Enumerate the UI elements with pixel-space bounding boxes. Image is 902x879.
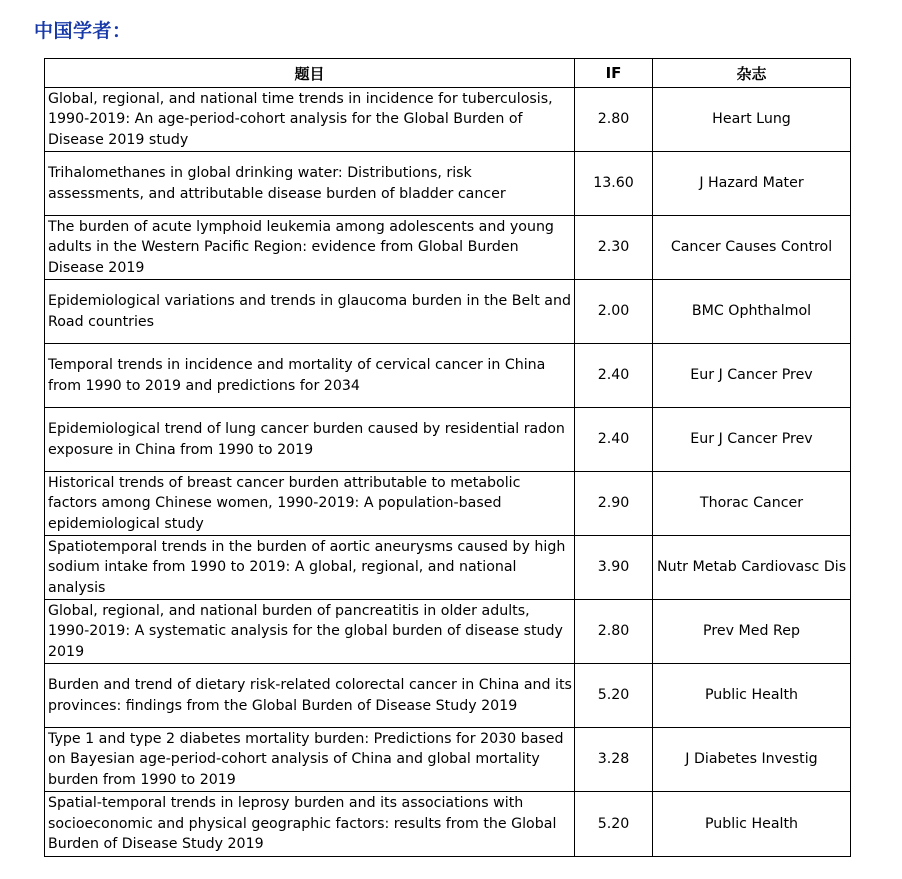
header-row <box>45 59 851 88</box>
cell-title: Spatiotemporal trends in the burden of aortic aneurysms caused by high sodium intake from 1990 to 2019: A global, regional, and national analysis <box>45 536 575 600</box>
cell-title: Global, regional, and national time trends in incidence for tuberculosis, 1990-2019: An age-period-cohort analysis for the Global Burden of Disease 2019 study <box>45 88 575 152</box>
table-row <box>45 472 851 536</box>
cell-impact-factor: 13.60 <box>575 152 653 216</box>
table-row <box>45 792 851 857</box>
cell-journal: Eur J Cancer Prev <box>653 344 851 408</box>
cell-journal: Public Health <box>653 664 851 728</box>
cell-impact-factor: 5.20 <box>575 664 653 728</box>
header-journal: 杂志 <box>653 59 851 88</box>
cell-title: Global, regional, and national burden of pancreatitis in older adults, 1990-2019: A systematic analysis for the global burden of disease study 2019 <box>45 600 575 664</box>
cell-title: Burden and trend of dietary risk-related colorectal cancer in China and its provinces: findings from the Global Burden of Disease Study 2019 <box>45 664 575 728</box>
cell-journal: Thorac Cancer <box>653 472 851 536</box>
cell-title: Trihalomethanes in global drinking water: Distributions, risk assessments, and attributable disease burden of bladder cancer <box>45 152 575 216</box>
cell-title: Temporal trends in incidence and mortality of cervical cancer in China from 1990 to 2019 and predictions for 2034 <box>45 344 575 408</box>
publication-table <box>44 58 851 857</box>
cell-impact-factor: 3.90 <box>575 536 653 600</box>
cell-title: Spatial-temporal trends in leprosy burden and its associations with socioeconomic and physical geographic factors: results from the Global Burden of Disease Study 2019 <box>45 792 575 857</box>
cell-journal: Eur J Cancer Prev <box>653 408 851 472</box>
table-row <box>45 88 851 152</box>
table-body <box>45 88 851 857</box>
cell-journal: J Diabetes Investig <box>653 728 851 792</box>
cell-impact-factor: 5.20 <box>575 792 653 857</box>
cell-journal: J Hazard Mater <box>653 152 851 216</box>
table-row <box>45 664 851 728</box>
cell-impact-factor: 2.30 <box>575 216 653 280</box>
header-title: 题目 <box>45 59 575 88</box>
header-if: IF <box>575 59 653 88</box>
cell-journal: Nutr Metab Cardiovasc Dis <box>653 536 851 600</box>
cell-impact-factor: 2.80 <box>575 600 653 664</box>
cell-impact-factor: 2.40 <box>575 408 653 472</box>
table-row <box>45 344 851 408</box>
cell-journal: Prev Med Rep <box>653 600 851 664</box>
cell-title: Epidemiological variations and trends in glaucoma burden in the Belt and Road countries <box>45 280 575 344</box>
table-row <box>45 728 851 792</box>
cell-impact-factor: 2.00 <box>575 280 653 344</box>
cell-title: The burden of acute lymphoid leukemia among adolescents and young adults in the Western Pacific Region: evidence from Global Burden Disease 2019 <box>45 216 575 280</box>
cell-impact-factor: 2.80 <box>575 88 653 152</box>
table-header <box>45 59 851 88</box>
cell-journal: Heart Lung <box>653 88 851 152</box>
cell-title: Epidemiological trend of lung cancer burden caused by residential radon exposure in China from 1990 to 2019 <box>45 408 575 472</box>
table-row <box>45 216 851 280</box>
cell-title: Type 1 and type 2 diabetes mortality burden: Predictions for 2030 based on Bayesian age-period-cohort analysis of China and global mortality burden from 1990 to 2019 <box>45 728 575 792</box>
section-heading: 中国学者： <box>34 20 132 42</box>
cell-journal: Public Health <box>653 792 851 857</box>
table-row <box>45 280 851 344</box>
cell-title: Historical trends of breast cancer burden attributable to metabolic factors among Chinese women, 1990-2019: A population-based epidemiological study <box>45 472 575 536</box>
cell-impact-factor: 2.90 <box>575 472 653 536</box>
table-row <box>45 152 851 216</box>
cell-impact-factor: 3.28 <box>575 728 653 792</box>
cell-journal: BMC Ophthalmol <box>653 280 851 344</box>
table-row <box>45 408 851 472</box>
table-row <box>45 600 851 664</box>
cell-impact-factor: 2.40 <box>575 344 653 408</box>
cell-journal: Cancer Causes Control <box>653 216 851 280</box>
table-row <box>45 536 851 600</box>
